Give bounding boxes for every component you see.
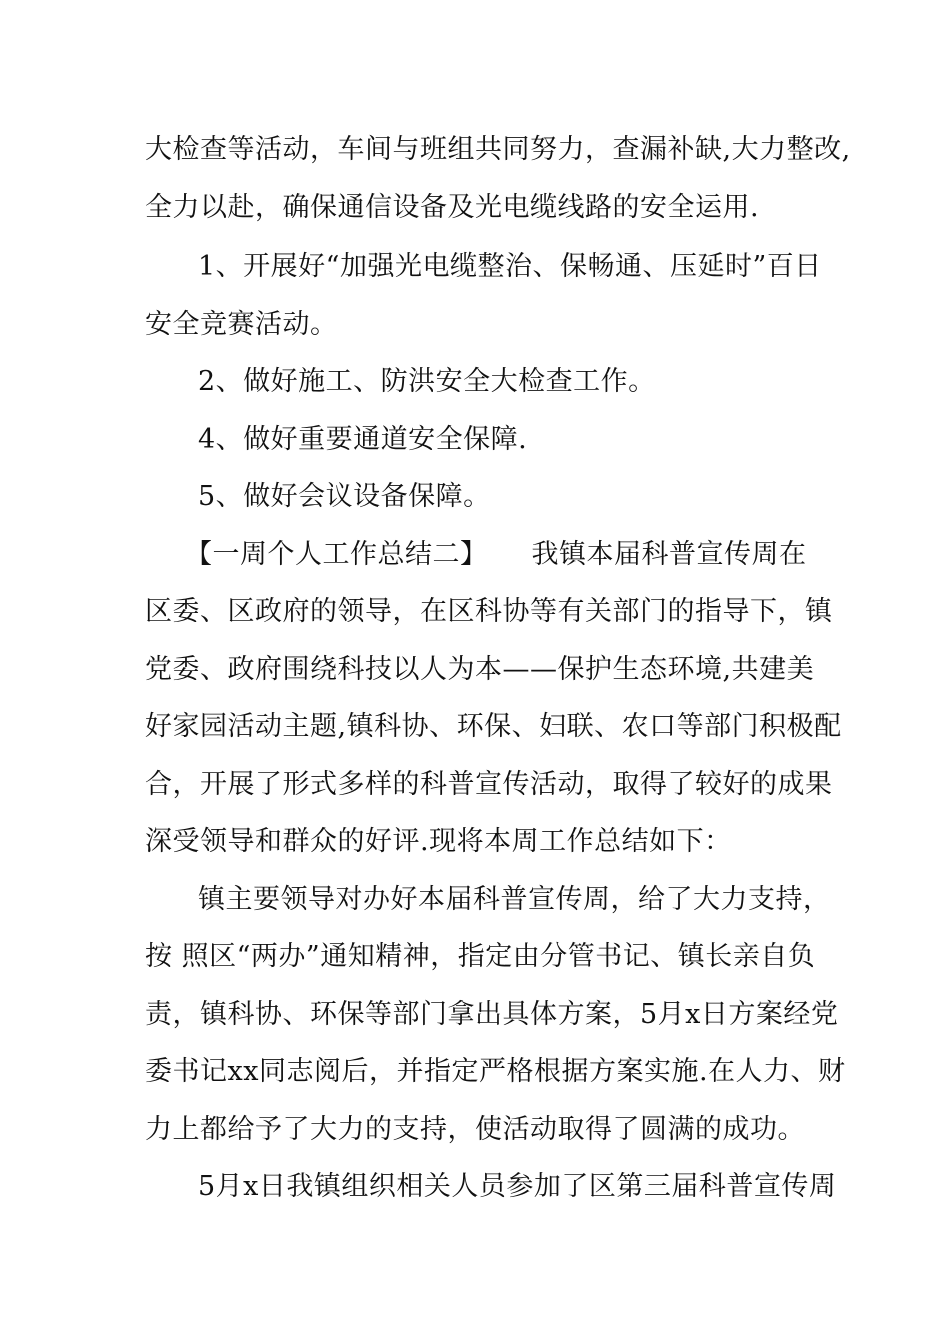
text-line: 委书记xx同志阅后，并指定严格根据方案实施.在人力、财 <box>145 1056 846 1087</box>
text-line: 我镇本届科普宣传周在 <box>531 539 807 570</box>
text-line: 全力以赴，确保通信设备及光电缆线路的安全运用. <box>145 192 760 223</box>
list-item: 1、开展好“加强光电缆整治、保畅通、压延时”百日 <box>198 251 822 282</box>
text-line: 安全竞赛活动。 <box>145 309 338 340</box>
list-item: 5、做好会议设备保障。 <box>198 481 491 512</box>
list-item: 4、做好重要通道安全保障. <box>198 424 528 455</box>
text-line: 5月x日我镇组织相关人员参加了区第三届科普宣传周 <box>198 1171 837 1202</box>
text-line: 区委、区政府的领导，在区科协等有关部门的指导下，镇 <box>145 596 833 627</box>
section-heading: 【一周个人工作总结二】 <box>185 539 488 570</box>
text-line: 合，开展了形式多样的科普宣传活动，取得了较好的成果 <box>145 769 833 800</box>
list-item: 2、做好施工、防洪安全大检查工作。 <box>198 366 656 397</box>
text-line: 深受领导和群众的好评.现将本周工作总结如下： <box>145 826 732 857</box>
text-line: 党委、政府围绕科技以人为本——保护生态环境,共建美 <box>145 654 815 685</box>
text-line: 按 照区“两办”通知精神，指定由分管书记、镇长亲自负 <box>145 941 816 972</box>
section-heading-line <box>185 535 865 575</box>
text-line: 力上都给予了大力的支持，使活动取得了圆满的成功。 <box>145 1114 805 1145</box>
text-line: 好家园活动主题,镇科协、环保、妇联、农口等部门积极配 <box>145 711 842 742</box>
text-line: 镇主要领导对办好本届科普宣传周，给了大力支持， <box>198 884 831 915</box>
text-line: 责，镇科协、环保等部门拿出具体方案，5月x日方案经党 <box>145 999 839 1030</box>
text-line: 大检查等活动，车间与班组共同努力，查漏补缺,大力整改, <box>145 134 851 165</box>
